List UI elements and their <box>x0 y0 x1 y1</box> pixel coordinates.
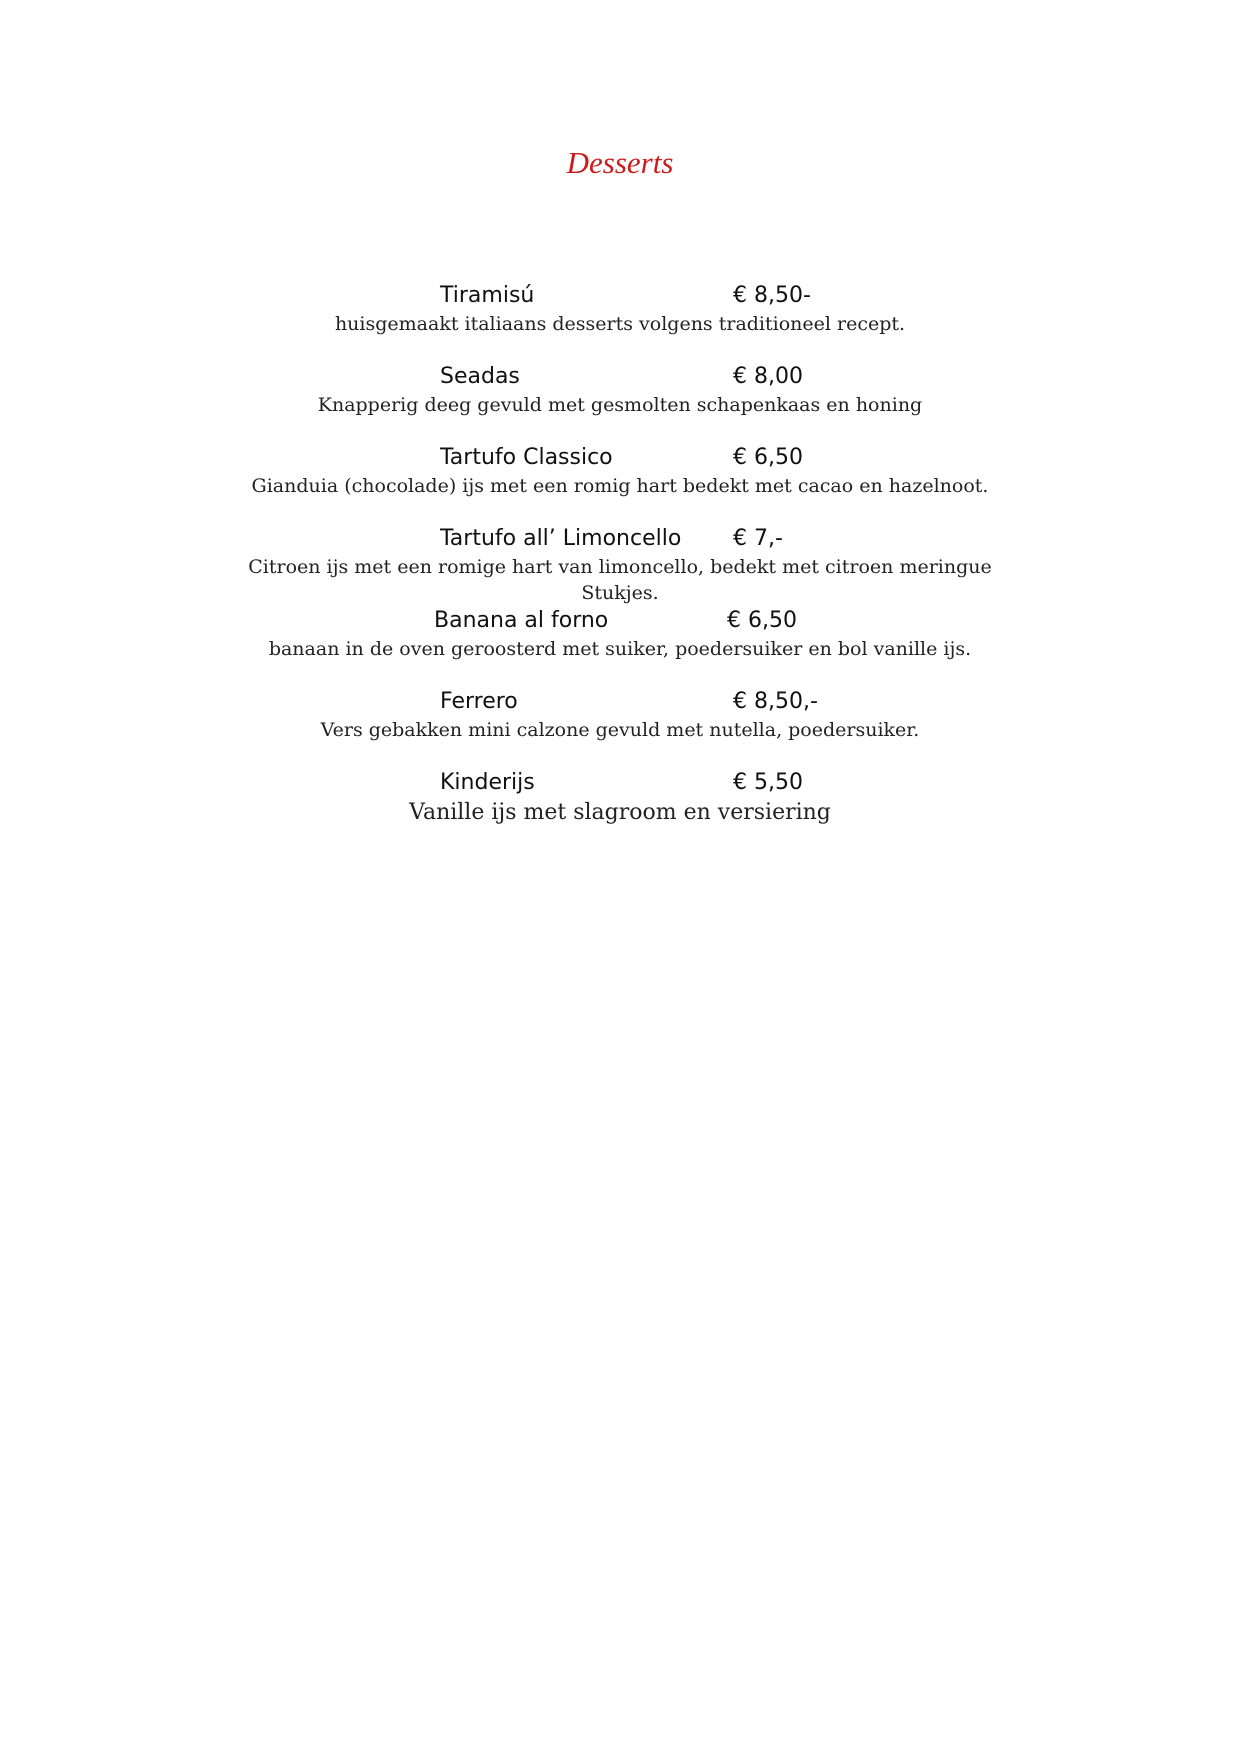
menu-item-name: Tartufo Classico <box>440 445 613 470</box>
menu-item-name: Tartufo all’ Limoncello <box>440 526 682 551</box>
menu-item-tiramisu <box>0 281 1240 337</box>
menu-item-header <box>0 362 1240 392</box>
menu-item-name: Kinderijs <box>440 770 535 795</box>
menu-item-name: Seadas <box>440 364 520 389</box>
menu-item-seadas <box>0 362 1240 418</box>
menu-item-tartufo-classico <box>0 443 1240 499</box>
menu-item-name: Banana al forno <box>434 608 609 633</box>
menu-item-tartufo-limoncello <box>0 524 1240 606</box>
menu-item-description: huisgemaakt italiaans desserts volgens traditioneel recept. <box>334 313 906 335</box>
menu-item-header <box>0 524 1240 554</box>
menu-item-description: Vers gebakken mini calzone gevuld met nutella, poedersuiker. <box>320 719 920 741</box>
menu-item-description: Gianduia (chocolade) ijs met een romig hart bedekt met cacao en hazelnoot. <box>251 475 989 497</box>
menu-item-price: € 6,50 <box>727 608 797 633</box>
menu-item-kinderijs <box>0 768 1240 828</box>
menu-item-description: Citroen ijs met een romige hart van limoncello, bedekt met citroen meringue Stukjes. <box>248 556 992 604</box>
menu-item-name: Ferrero <box>440 689 518 714</box>
menu-item-header <box>0 606 1240 636</box>
menu-item-price: € 7,- <box>733 526 783 551</box>
menu-item-price: € 8,50- <box>733 283 811 308</box>
menu-item-header <box>0 768 1240 798</box>
menu-item-name: Tiramisú <box>440 283 535 308</box>
menu-item-price: € 5,50 <box>733 770 803 795</box>
menu-item-description: banaan in de oven geroosterd met suiker, poedersuiker en bol vanille ijs. <box>268 638 972 660</box>
menu-item-price: € 6,50 <box>733 445 803 470</box>
page-title: Desserts <box>566 145 674 180</box>
menu-item-banana-al-forno <box>0 606 1240 662</box>
menu-item-ferrero <box>0 687 1240 743</box>
menu-item-header <box>0 443 1240 473</box>
menu-item-header <box>0 687 1240 717</box>
menu-item-description: Vanille ijs met slagroom en versiering <box>409 800 831 825</box>
menu-item-description: Knapperig deeg gevuld met gesmolten schapenkaas en honing <box>317 394 923 416</box>
menu-item-price: € 8,00 <box>733 364 803 389</box>
menu-item-header <box>0 281 1240 311</box>
menu-item-price: € 8,50,- <box>733 689 818 714</box>
